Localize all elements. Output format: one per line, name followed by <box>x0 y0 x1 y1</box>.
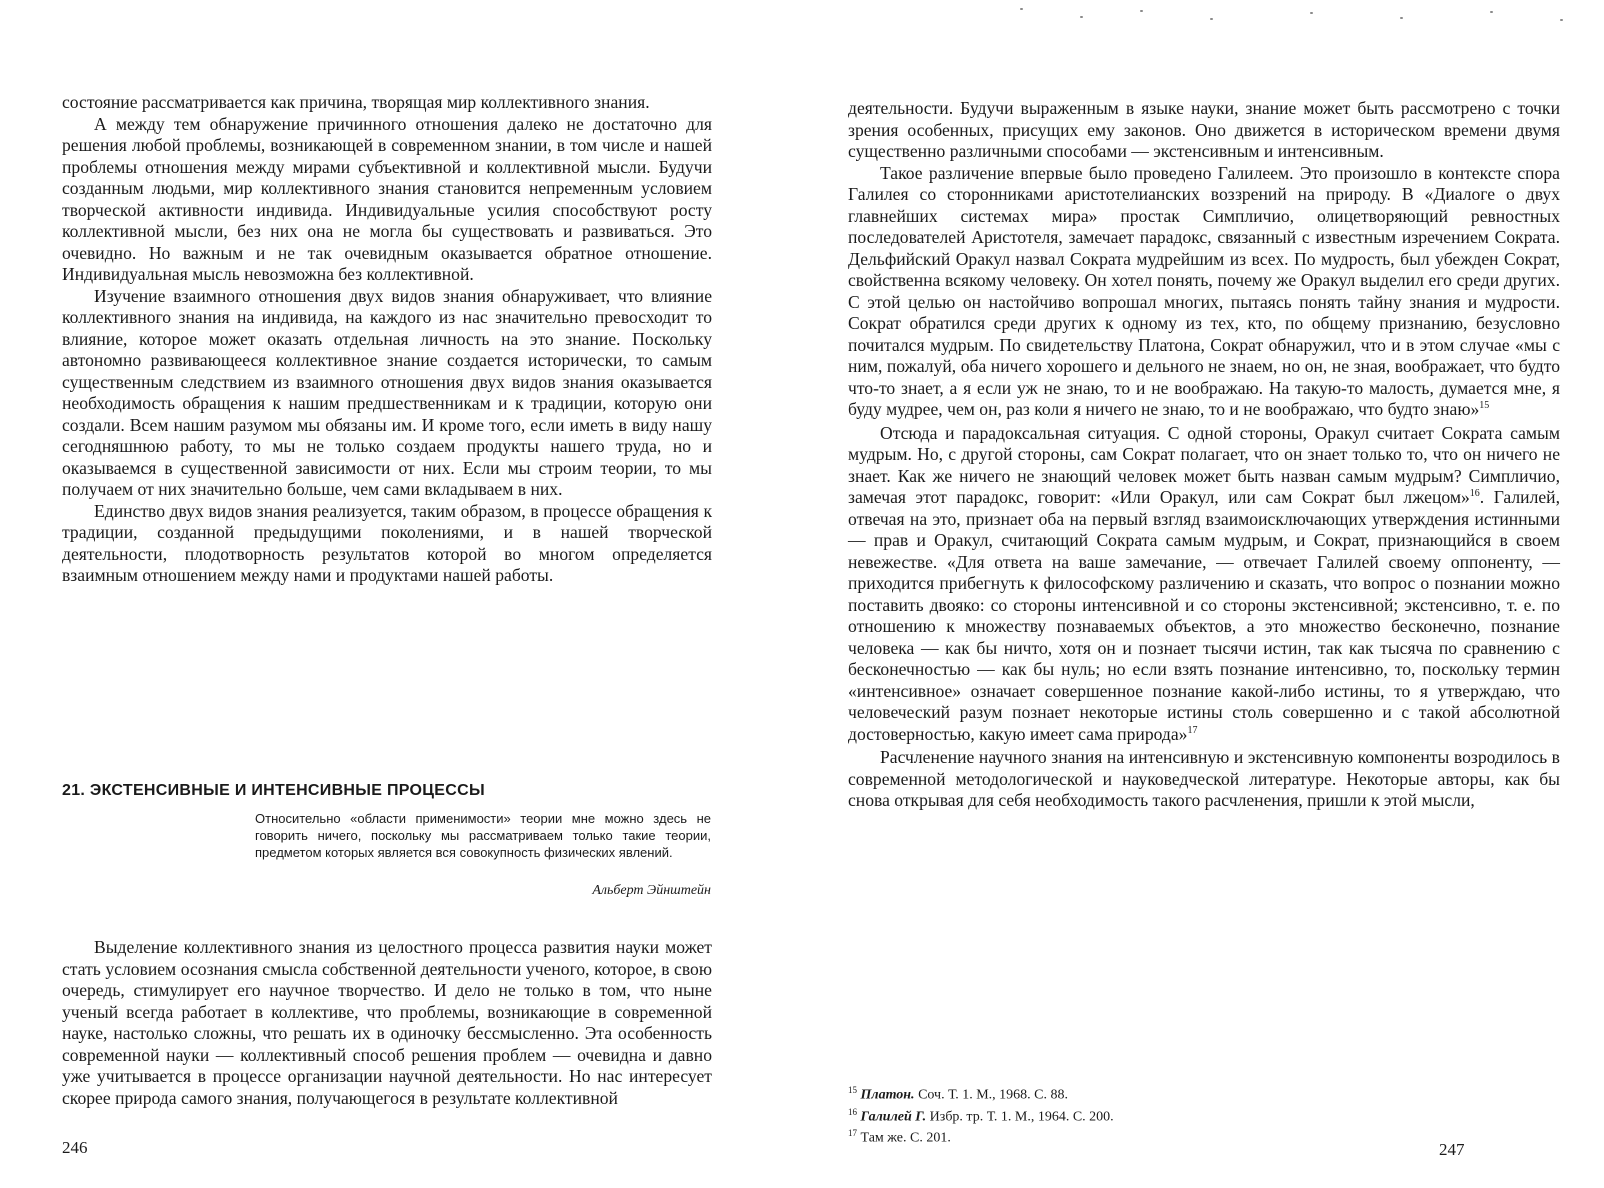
footnote <box>848 1082 1560 1104</box>
epigraph: Относительно «области применимости» теории мне можно здесь не говорить ничего, поскольку мы рассматриваем только такие теории, предметом которых является вся совокупность физических явлений. <box>255 811 711 860</box>
footnote-text: Избр. тр. Т. 1. М., 1964. С. 200. <box>926 1109 1114 1125</box>
page-number: 247 <box>1439 1140 1465 1159</box>
right-page <box>800 0 1604 1188</box>
epigraph-author: Альберт Эйнштейн <box>592 883 711 898</box>
paragraph <box>848 163 1560 421</box>
footnote-ref: 17 <box>1187 724 1198 736</box>
paragraph: А между тем обнаружение причинного отношения далеко не достаточно для решения любой проблемы, возникающей в современном знании, в том числе и нашей проблемы отношения между мирами субъективной и коллективной мысли. Будучи созданным людьми, мир коллективного знания становится непременным условием творческой активности индивида. Индивидуальные усилия способствуют росту коллективной мысли, без них она не могла бы существовать и развиваться. Это очевидно. Но важным и не так очевидным оказывается обратное отношение. Индивидуальная мысль невозможна без коллективной. <box>62 113 712 284</box>
footnote-ref: 16 <box>1469 488 1480 500</box>
paragraph-text: Отсюда и парадоксальная ситуация. С одной стороны, Оракул считает Сократа самым мудрым. Но, с другой стороны, сам Сократ полагает, что он знает только то, что он ничего не знает. Как же ничего не знающий человек может быть назван самым мудрым? Симпличио, замечая этот парадокс, говорит: «Или Оракул, или сам Сократ был лжецом» <box>848 422 1560 507</box>
paragraph <box>848 423 1560 746</box>
footnote-number: 15 <box>848 1085 857 1095</box>
paragraph-text: Такое различение впервые было проведено Галилеем. Это произошло в контексте спора Галилея со сторонниками аристотелианских воззрений на природу. В «Диалоге о двух главнейших системах мира» простак Симпличио, олицетворяющий ревностных последователей Аристотеля, замечает парадокс, связанный с известным изречением Сократа. Дельфийский Оракул назвал Сократа мудрейшим из всех. По мудрость, был убежден Сократ, свойственна всякому человеку. Он хотел понять, почему же Оракул выделил его среди других. С этой целью он настойчиво вопрошал многих, пытаясь понять тайну знания и мудрости. Сократ обратился среди других к одному из тех, кто, по общему признанию, безусловно почитался мудрым. По свидетельству Платона, Сократ обнаружил, что и в этом случае «мы с ним, пожалуй, оба ничего хорошего и дельного не знаем, но он, не зная, воображает, что будто что-то знает, а я если уж не знаю, то и не воображаю. На такую-то малость, думается мне, я буду мудрее, чем он, раз коли я ничего не знаю, то и не воображаю, что будто знаю» <box>848 162 1560 419</box>
left-column-top <box>62 92 712 587</box>
page-number: 246 <box>62 1138 88 1157</box>
section-heading: 21. ЭКСТЕНСИВНЫЕ И ИНТЕНСИВНЫЕ ПРОЦЕССЫ <box>62 782 485 799</box>
paragraph: Выделение коллективного знания из целостного процесса развития науки может стать условием осознания смысла собственной деятельности ученого, которое, в свою очередь, стимулирует его научное творчество. И дело не только в том, что ныне ученый всегда работает в коллективе, что проблемы, возникающие в современной науке, настолько сложны, что решать их в одиночку бессмысленно. Эта особенность современной науки — коллективный способ решения проблем — очевидна и давно уже учитывается в процессе организации научной деятельности. Но нас интересует скорее природа самого знания, получающегося в результате коллективной <box>62 937 712 1108</box>
footnote-author: Платон. <box>860 1087 915 1103</box>
footnote-ref: 15 <box>1479 400 1490 412</box>
footnotes <box>848 1082 1560 1147</box>
paragraph: деятельности. Будучи выраженным в языке науки, знание может быть рассмотрено с точки зрения особенных, присущих ему законов. Оно движется в историческом времени двумя существенно различными способами — экстенсивным и интенсивным. <box>848 98 1560 161</box>
footnote-author: Галилей Г. <box>860 1109 927 1125</box>
right-column <box>848 98 1560 812</box>
paragraph: Изучение взаимного отношения двух видов знания обнаруживает, что влияние коллективного знания на индивида, на каждого из нас значительно превосходит то влияние, которое может оказать отдельная личность на это знание. Поскольку автономно развивающееся коллективное знание создается исторически, то самым существенным следствием из взаимного отношения двух видов знания оказывается необходимость обращения к нашим предшественникам и к традиции, которую они создали. Всем нашим разумом мы обязаны им. И кроме того, если иметь в виду нашу сегодняшнюю работу, то мы не только создаем продукты нашего труда, но и оказываемся в существенной зависимости от них. Если мы строим теории, то мы получаем от них значительно больше, чем сами вкладываем в них. <box>62 285 712 499</box>
paragraph: Расчленение научного знания на интенсивную и экстенсивную компоненты возродилось в современной методологической и науковедческой литературе. Некоторые авторы, как бы снова открывая для себя необходимость такого расчленения, пришли к этой мысли, <box>848 747 1560 810</box>
left-column-bottom <box>62 937 712 1109</box>
paragraph: состояние рассматривается как причина, творящая мир коллективного знания. <box>62 92 650 112</box>
footnote-text: Соч. Т. 1. М., 1968. С. 88. <box>914 1087 1069 1103</box>
footnote-number: 17 <box>848 1128 857 1139</box>
footnote <box>848 1104 1560 1126</box>
footnote-number: 16 <box>848 1106 857 1117</box>
left-page <box>0 0 800 1188</box>
footnote-text: Там же. С. 201. <box>857 1130 951 1146</box>
paragraph-text: . Галилей, отвечая на это, признает оба на первый взгляд взаимоисключающих утверждения истинными — прав и Оракул, считающий Сократа самым мудрым, и Сократ, признающийся в своем невежестве. «Для ответа на ваше замечание, — отвечает Галилей своему оппоненту, — приходится прибегнуть к философскому различению и сказать, что вопрос о познании можно поставить двояко: со стороны интенсивной и со стороны экстенсивной; экстенсивно, т. е. по отношению к множеству познаваемых объектов, а это множество бесконечно, познание человека — как бы ничто, хотя он и познает тысячи истин, так как тысяча по сравнению с бесконечностью — как бы нуль; но если взять познание интенсивно, то, поскольку термин «интенсивное» означает совершенное познание какой-либо истины, то я утверждаю, что человеческий разум познает некоторые истины столь совершенно и с такой абсолютной достоверностью, какую имеет сама природа» <box>848 487 1560 744</box>
scan-artifacts <box>1020 6 1580 26</box>
paragraph: Единство двух видов знания реализуется, таким образом, в процессе обращения к традиции, созданной предыдущими поколениями, и в нашей творческой деятельности, плодотворность результатов которой во многом определяется взаимным отношением между нами и продуктами нашей работы. <box>62 500 712 585</box>
